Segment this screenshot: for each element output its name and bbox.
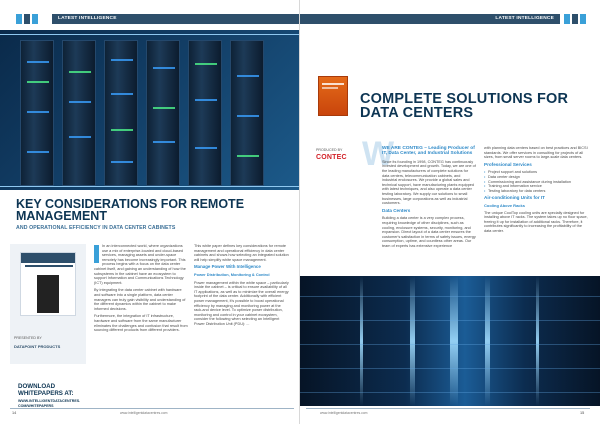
page-number: 15 — [580, 411, 585, 415]
right-column-2 — [484, 146, 588, 237]
magazine-logo-icon — [16, 12, 46, 26]
paragraph: The unique CoolTop cooling units are specially designed for installing above IT racks. The system takes up no floor space, freeing it up for installation of additional racks. Therefore, it contributes significantly to increasing the profitability of the data center. — [484, 210, 588, 233]
subhead-professional-services: Professional Services — [484, 161, 532, 167]
list-item: • Testing laboratory for data centers — [484, 189, 588, 194]
subhead-power-distribution: Power Distribution, Monitoring & Control — [194, 271, 270, 277]
presented-by-label: PRESENTED BY — [14, 336, 42, 340]
left-column-1 — [94, 244, 188, 336]
section-header: LATEST INTELLIGENCE — [52, 14, 300, 24]
datapoint-logo: DATAPOINT PRODUCTS — [14, 344, 61, 349]
right-page — [300, 0, 600, 424]
footer-url: www.intelligentdatacentres.com — [320, 411, 368, 415]
brochure-cover-image — [318, 76, 348, 116]
lead-heading: WE ARE CONTEG – Leading Producer of IT, Data Center, and Industrial Solutions — [382, 146, 475, 157]
article-title: COMPLETE SOLUTIONS FOR DATA CENTERS — [360, 91, 569, 121]
conteg-logo: CONTEC — [316, 154, 347, 161]
subhead-manage-power: Manage Power With Intelligence — [194, 264, 261, 270]
magazine-logo-icon — [564, 12, 594, 26]
download-link[interactable]: WWW.INTELLIGENTDATACENTRES. COM/WHITEPAPERS — [18, 399, 81, 408]
list-item: • Training and information service — [484, 184, 588, 189]
subhead-air-conditioning: Air-conditioning Units for IT — [484, 195, 545, 201]
dropcap-letter: W — [362, 135, 395, 173]
list-item: • Commissioning and assistance during installation — [484, 180, 588, 185]
paragraph: Power management within the white space – particularly inside the cabinet – is critical to ensure availability of all IT applications, as well as to minimize the overall energy footprint of the data center. Additionally with efficient power management, it's possible to boost operational efficiency by managing and monitoring power at the rack-and device level. To optimize power distribution, monitoring and control in your cabinet ecosystem, consider the following when selecting an Intelligent Power Distribution Unit (PDU): ... — [194, 280, 289, 326]
paragraph: Furthermore, the integration of IT infrastructure, hardware and software from the same manufacturer eliminates the challenges and confusion that result from sourcing different products from different providers. — [94, 314, 188, 333]
paragraph: Since its founding in 1998, CONTEG has continuously invested development and growth. Today, we are one of the leading manufacturers of complete solutions for data centers, telecommunication cabinets, and industrial enclosures. We provide a global sales and technical support, have manufacturing plants equipped with latest techniques, and also operate a data center testing laboratory. We supply our solutions to small businesses, large corporations as well as industrial customers. — [382, 159, 476, 206]
paragraph: This white paper defines key considerations for remote management and operational efficiency in data center cabinets and shows how selecting an integrated solution will help simplify white space management. — [194, 244, 289, 262]
whitepaper-cover-image[interactable] — [20, 252, 76, 316]
left-column-2 — [194, 244, 290, 330]
hero-image-racks — [0, 30, 300, 190]
subhead-data-centers: Data Centers — [382, 207, 411, 213]
list-item: • Project support and solutions — [484, 170, 588, 175]
whitepaper-sidebar — [10, 244, 86, 364]
footer-url: www.intelligentdatacentres.com — [120, 411, 168, 415]
download-heading: DOWNLOAD WHITEPAPERS AT: — [18, 383, 74, 397]
section-header: LATEST INTELLIGENCE — [300, 14, 560, 24]
services-list — [484, 170, 588, 193]
page-number: 14 — [12, 411, 17, 415]
paragraph: with planning data centers based on best practices and BICSI standards. We offer services in consulting for projects of all sizes, from small server rooms to large-scale data centers. — [484, 146, 588, 160]
paragraph: Building a data center is a very complex process, requiring knowledge of other disciplines, such as cooling, enclosure systems, security, monitoring, and expansion. Direct layout of a data center ensures the customer's satisfaction in terms of safety issues, energy consumption, uptime, and countless other areas. Our team of experts has extensive experience — [382, 216, 476, 248]
article-title: KEY CONSIDERATIONS FOR REMOTE MANAGEMENT — [16, 197, 245, 223]
subhead-cooling-above-racks: Cooling Above Racks — [484, 202, 525, 208]
dropcap-bar — [94, 245, 99, 263]
paragraph: In an interconnected world, where organizations use a mix of enterprise-located and cloud-based services, managing assets and under-space remotely has become increasingly important. This process begins with a focus on the data center cabinet itself, and gaining an understanding of how the subsystems in the cabinet have an ecosystem to support Information and Communications Technology (ICT) equipment. — [94, 244, 186, 285]
list-item: • Data center design — [484, 175, 588, 180]
produced-by-label: PRODUCED BY — [316, 148, 343, 152]
data-center-photo — [300, 276, 600, 406]
right-column-1 — [382, 146, 476, 252]
paragraph: By integrating the data center cabinet with hardware and software into a single platform, data center managers can truly gain visibility and understanding of the different dynamics within the cabinet to make informed decisions. — [94, 288, 186, 311]
article-subtitle: AND OPERATIONAL EFFICIENCY IN DATA CENTER CABINETS — [16, 225, 176, 231]
